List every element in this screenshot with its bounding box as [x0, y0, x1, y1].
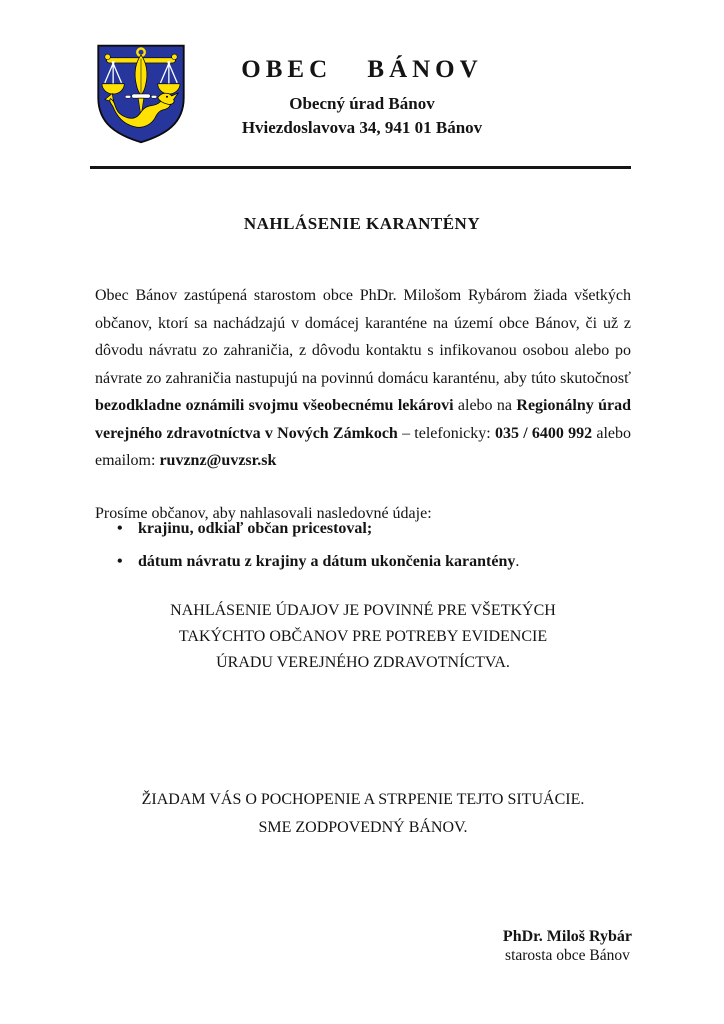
paragraph-segment: alebo emailom: [95, 424, 632, 469]
paragraph-bold-phone: 035 / 6400 992 [494, 424, 593, 442]
closing-line: ŽIADAM VÁS O POCHOPENIE A STRPENIE TEJTO SITUÁCIE. [141, 791, 585, 808]
paragraph-segment: Obec Bánov zastúpená starostom obce PhDr. Milošom Rybárom žiada všetkých občanov, ktorí sa nachádzajú v domácej karanténe na území obce Bánov, či už z dôvodu návratu zo zahraničia, z dôvodu kontaktu s infikovanou osobou alebo po návrate zo zahraničia nastupujú na povinnú domácu karanténu, aby túto skutočnosť [95, 287, 631, 387]
paragraph-bold-doctor: bezodkladne oznámili svojmu všeobecnému lekárovi [95, 397, 454, 414]
closing-line: SME ZODPOVEDNÝ BÁNOV. [258, 819, 468, 836]
paragraph-bold-authority: Regionálny úrad verejného zdravotníctva v Nových Zámkoch [95, 397, 632, 442]
signature-role: starosta obce Bánov [505, 947, 630, 964]
list-item [138, 550, 674, 574]
notice-block [95, 598, 631, 676]
org-name: OBEC BÁNOV [241, 56, 483, 83]
letterhead-divider [90, 166, 631, 169]
closing-block [95, 786, 631, 842]
document-title: NAHLÁSENIE KARANTÉNY [243, 214, 481, 233]
request-intro: Prosíme občanov, aby nahlasovali nasledovné údaje: [95, 505, 432, 522]
data-list [95, 517, 674, 583]
list-item-text: krajinu, odkiaľ občan pricestoval; [138, 520, 373, 537]
signature-block [503, 928, 632, 964]
office-name: Obecný úrad Bánov [289, 93, 435, 113]
notice-line: TAKÝCHTO OBČANOV PRE POTREBY EVIDENCIE [178, 628, 548, 645]
main-paragraph [95, 282, 631, 475]
office-address: Hviezdoslavova 34, 941 01 Bánov [241, 117, 483, 137]
notice-line: ÚRADU VEREJNÉHO ZDRAVOTNÍCTVA. [216, 654, 510, 671]
paragraph-segment: – telefonicky: [397, 424, 495, 442]
paragraph-bold-email: ruvznz@uvzsr.sk [159, 452, 277, 469]
list-item [138, 517, 674, 541]
list-item-tail: . [515, 553, 520, 570]
list-item-text: dátum návratu z krajiny a dátum ukončenia karantény [138, 553, 516, 570]
notice-line: NAHLÁSENIE ÚDAJOV JE POVINNÉ PRE VŠETKÝCH [170, 602, 556, 619]
letterhead [0, 56, 724, 138]
paragraph-segment: alebo na [453, 397, 517, 414]
signature-name: PhDr. Miloš Rybár [502, 928, 632, 945]
